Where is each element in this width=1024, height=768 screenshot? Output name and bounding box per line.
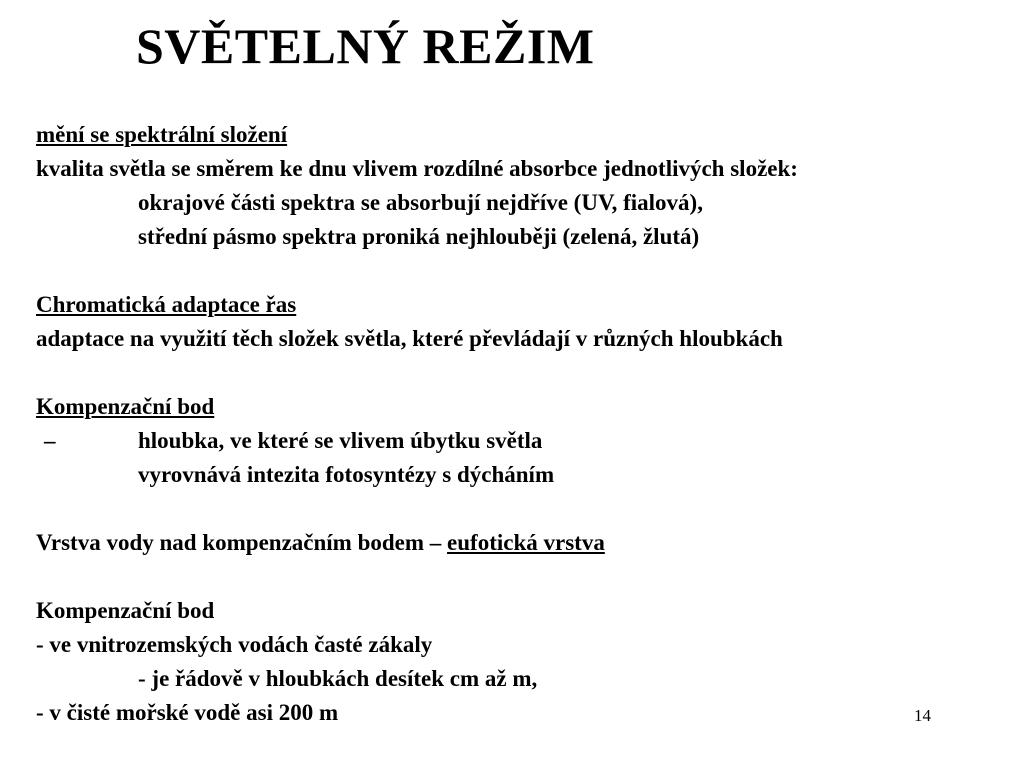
section-heading-compensation-point: Kompenzační bod (36, 394, 215, 419)
section-heading-spectral: mění se spektrální složení (36, 122, 288, 147)
text-line-indented: střední pásmo spektra proniká nejhlouběji (zelená, žlutá) (138, 224, 700, 249)
text-line: - v čisté mořské vodě asi 200 m (36, 700, 339, 725)
text-line-indented: okrajové části spektra se absorbují nejdříve (UV, fialová), (138, 190, 703, 215)
term-euphotic-layer: eufotická vrstva (447, 530, 605, 555)
text-line-indented: vyrovnává intezita fotosyntézy s dýcháním (138, 462, 555, 487)
section-heading-chromatic-adaptation: Chromatická adaptace řas (36, 292, 297, 317)
slide-title: SVĚTELNÝ REŽIM (136, 18, 595, 74)
text-line-indented: - je řádově v hloubkách desítek cm až m, (138, 666, 538, 691)
page-number: 14 (914, 706, 931, 725)
text-line: adaptace na využití těch složek světla, které převládají v různých hloubkách (36, 326, 783, 351)
text-line: Vrstva vody nad kompenzačním bodem – (36, 530, 448, 555)
slide-body (36, 118, 1016, 730)
section-heading-compensation-point-2: Kompenzační bod (36, 598, 215, 623)
text-line: hloubka, ve které se vlivem úbytku světla (138, 428, 543, 453)
dash-bullet: – (44, 428, 56, 453)
text-line: - ve vnitrozemských vodách časté zákaly (36, 632, 433, 657)
text-line: kvalita světla se směrem ke dnu vlivem rozdílné absorbce jednotlivých složek: (36, 156, 798, 181)
